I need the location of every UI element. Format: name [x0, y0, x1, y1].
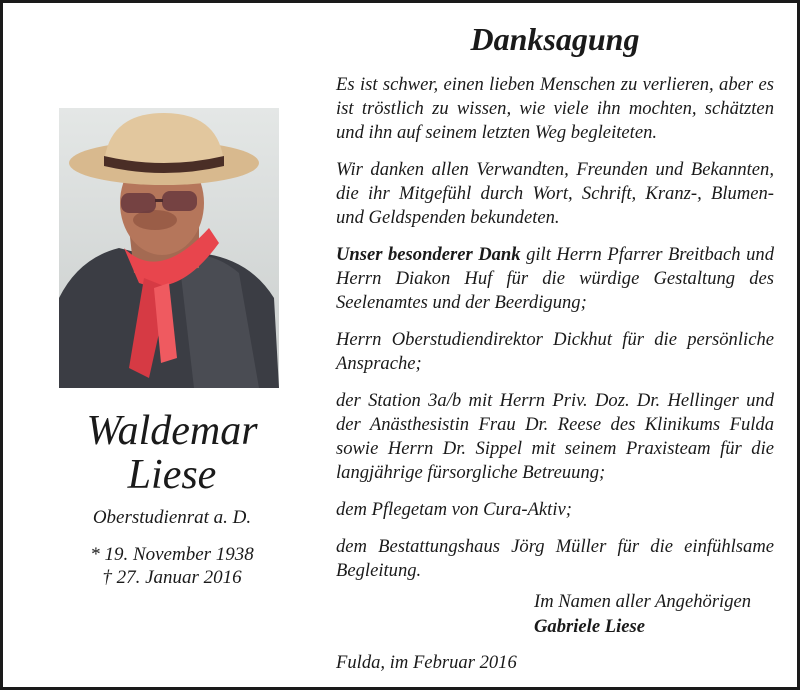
paragraph: dem Pflegetam von Cura-Aktiv; — [336, 499, 572, 520]
paragraph: Herrn Oberstudiendirektor Dickhut für die persönliche Ansprache; — [336, 329, 774, 374]
deceased-last-name: Liese — [127, 452, 217, 498]
heading: Danksagung — [470, 21, 640, 57]
paragraph: dem Bestattungshaus Jörg Müller für die einfühlsame Begleitung. — [336, 536, 774, 581]
death-date: † 27. Januar 2016 — [102, 567, 242, 588]
thanks-text — [336, 73, 774, 596]
paragraph: Es ist schwer, einen lieben Menschen zu verlieren, aber es ist tröstlich zu wissen, wie viele ihn mochten, schätzten und ihn auf seinem letzten Weg begleiteten. — [336, 74, 774, 143]
life-dates — [17, 543, 327, 589]
signature-line: Im Namen aller Angehörigen — [534, 591, 752, 612]
paragraph: Wir danken allen Verwandten, Freunden und Bekannten, die ihr Mitgefühl durch Wort, Schrift, Kranz-, Blumen- und Geldspenden bekundeten. — [336, 159, 774, 228]
paragraph: der Station 3a/b mit Herrn Priv. Doz. Dr. Hellinger und der Anästhesistin Frau Dr. Reese des Klinikums Fulda sowie Herrn Dr. Sippel mit seinem Praxisteam für die langjährige fürsorgliche Betreuung; — [336, 390, 774, 483]
place-date: Fulda, im Februar 2016 — [336, 652, 517, 673]
portrait-illustration — [59, 108, 279, 388]
portrait-photo — [59, 108, 279, 388]
signer-name: Gabriele Liese — [534, 616, 646, 637]
deceased-title: Oberstudienrat a. D. — [92, 507, 252, 528]
paragraph: Unser besonderer Dank gilt Herrn Pfarrer Breitbach und Herrn Diakon Huf für die würdige Gestaltung des Seelenamtes und der Beerdigung; — [336, 244, 774, 313]
deceased-first-name: Waldemar — [86, 408, 258, 454]
birth-date: * 19. November 1938 — [90, 544, 254, 565]
signature-block — [534, 589, 751, 639]
